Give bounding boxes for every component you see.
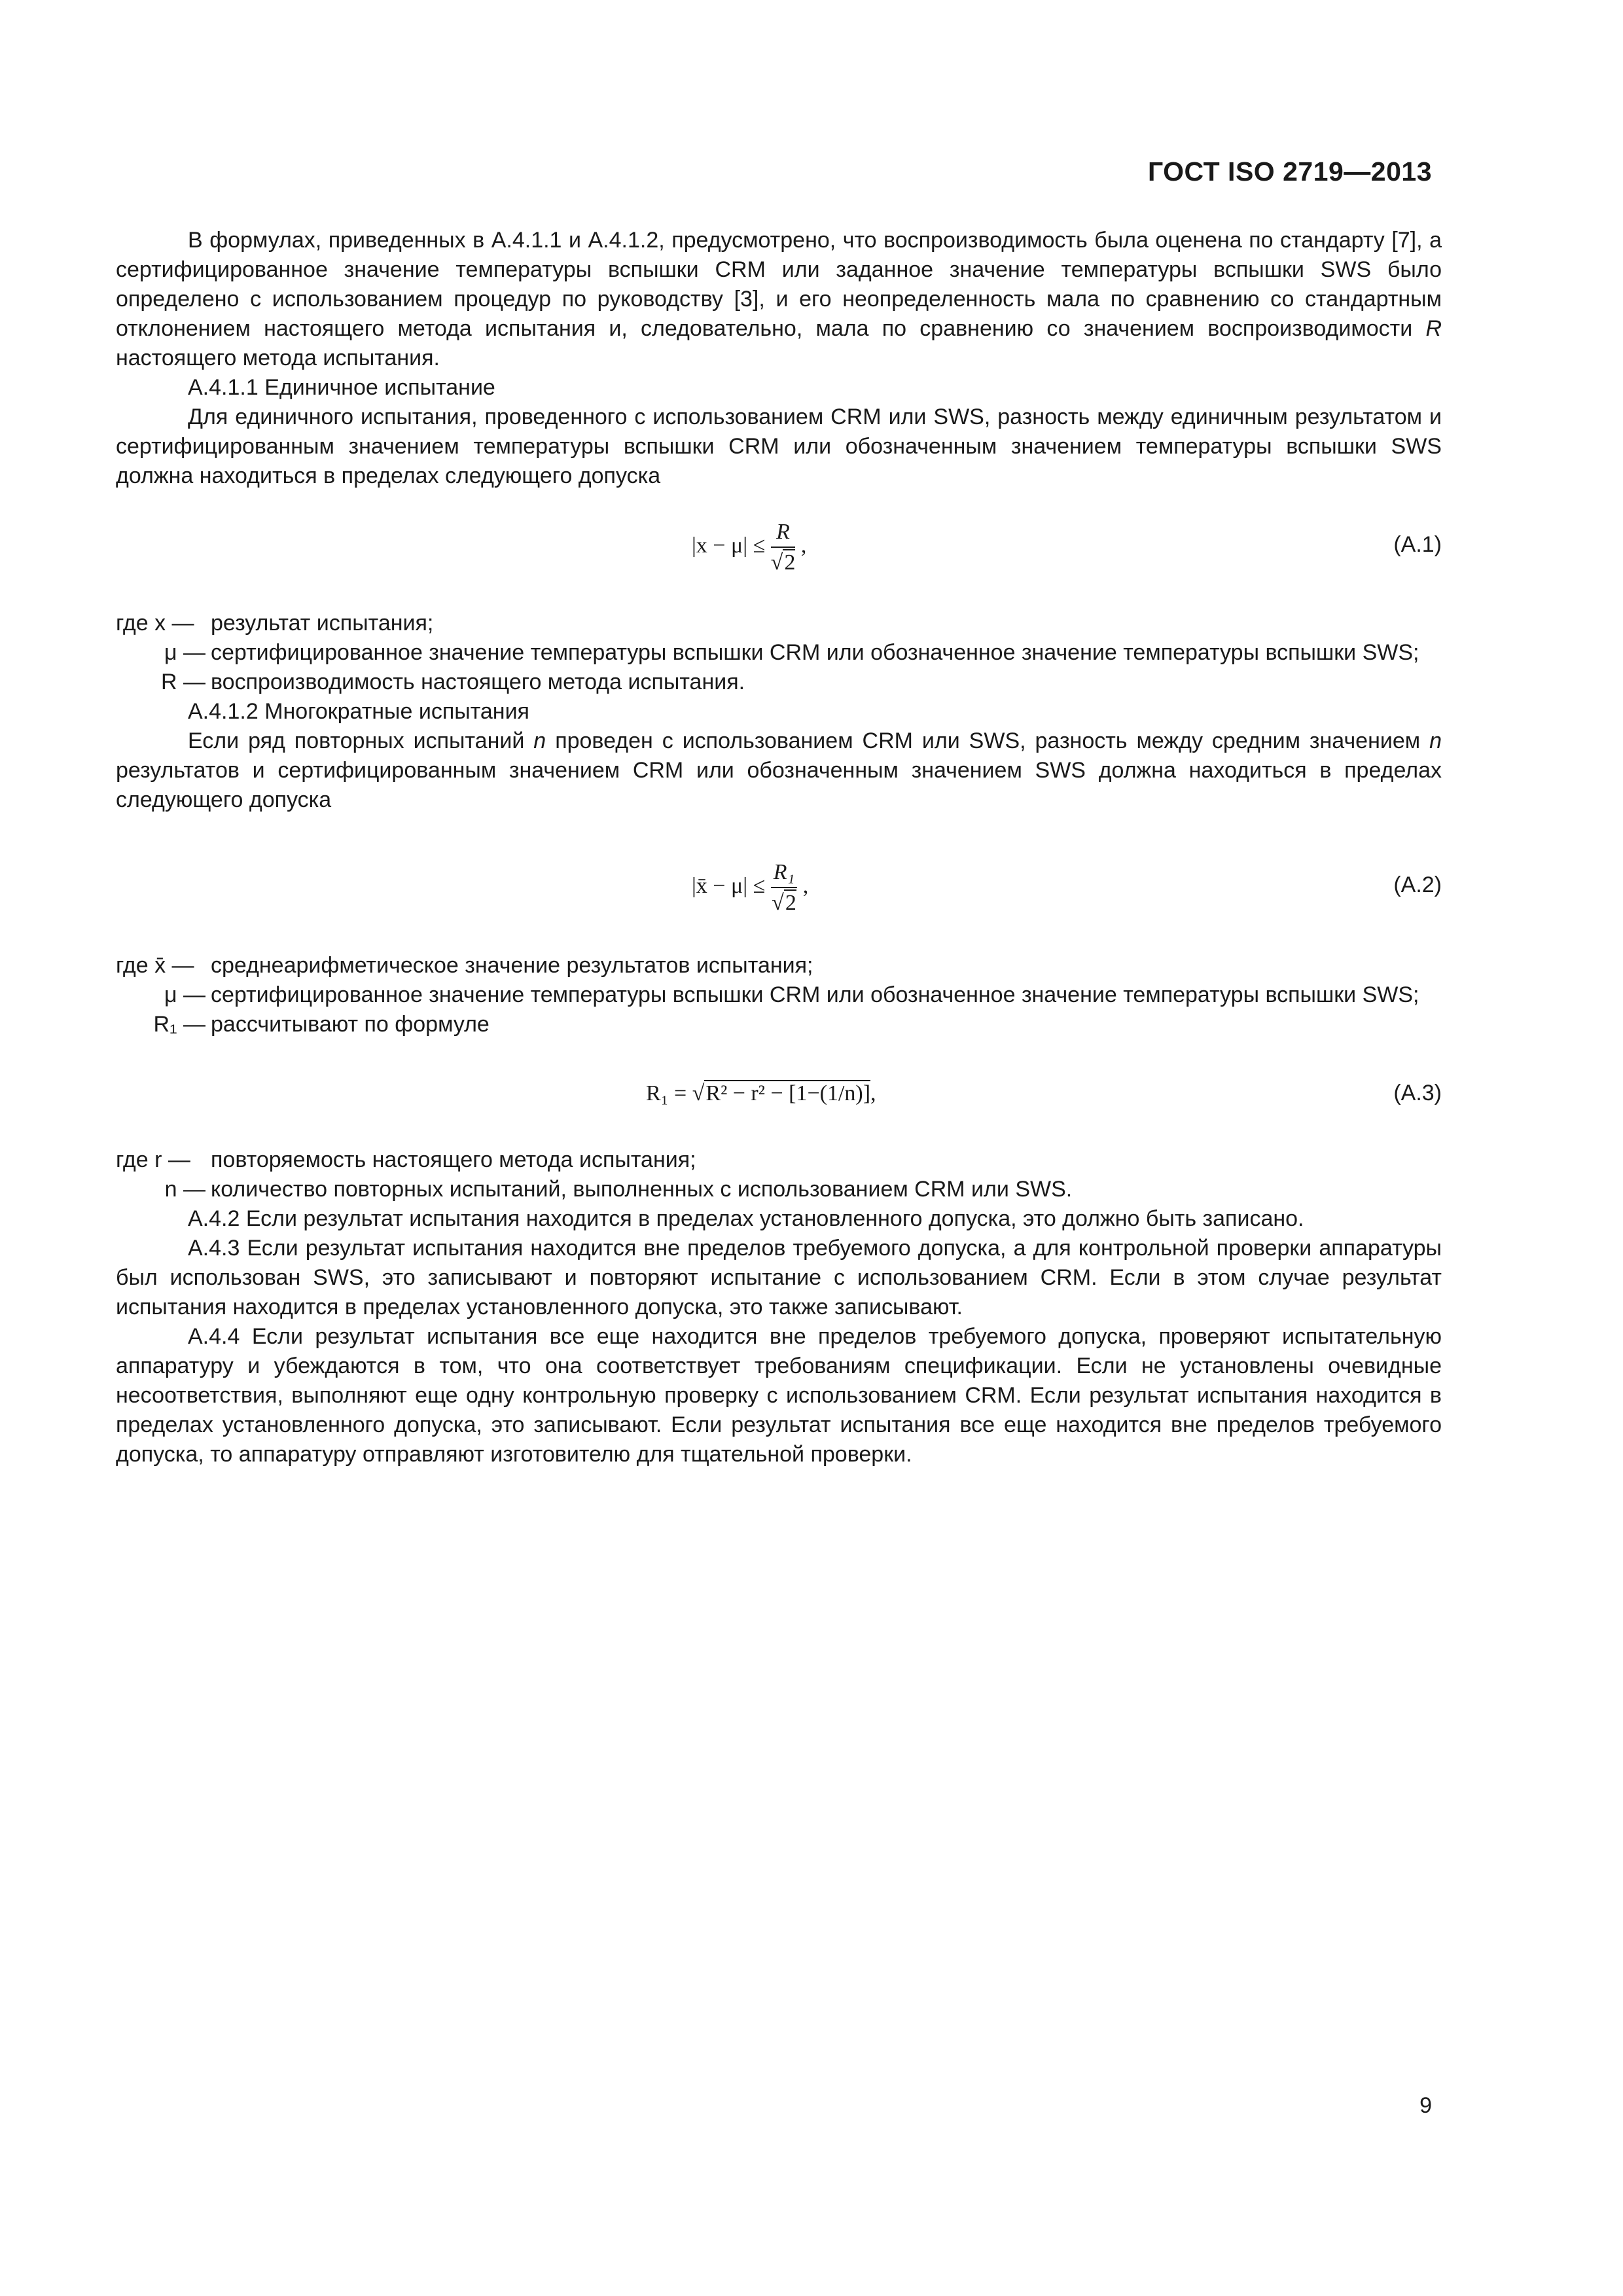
a4-1-2-n-symbol-2: n	[1429, 728, 1442, 753]
formula-a1-fraction	[771, 517, 796, 577]
a4-1-1-paragraph: Для единичного испытания, проведенного с использованием CRM или SWS, разность между единичным результатом и сертифицированным значением температуры вспышки CRM или обозначенным значением температуры вспышки SWS должна находиться в пределах следующего допуска	[116, 404, 1442, 488]
a4-3-paragraph: А.4.3 Если результат испытания находится вне пределов требуемого допуска, а для контрольной проверки аппаратуры был использован SWS, это записывают и повторяют испытание с использованием CRM. Если в этом случае результат испытания находится в пределах установленного допуска, это также записывают.	[116, 1236, 1442, 1319]
where-list-2	[116, 951, 1442, 1039]
formula-a1-label: (А.1)	[1393, 532, 1442, 557]
document-header: ГОСТ ISO 2719—2013	[1147, 156, 1432, 187]
a4-1-2-paragraph	[116, 726, 1442, 815]
where3-r-text: повторяемость настоящего метода испытания;	[211, 1147, 696, 1172]
intro-end-text: настоящего метода испытания.	[116, 346, 440, 370]
formula-a1	[116, 517, 1442, 589]
formula-a3	[116, 1079, 1442, 1124]
where1-x-row	[116, 609, 1442, 638]
intro-paragraph	[116, 226, 1442, 373]
a4-1-2-text-a: Если ряд повторных испытаний	[188, 728, 525, 753]
where1-mu-row	[116, 638, 1442, 668]
formula-a1-numerator: R	[771, 517, 796, 548]
intro-r-symbol: R	[1425, 316, 1442, 341]
formula-a1-denominator: √2	[770, 550, 796, 575]
where3-n-text: количество повторных испытаний, выполненных с использованием CRM или SWS.	[211, 1177, 1073, 1202]
where1-x-text: результат испытания;	[211, 611, 434, 636]
intro-section	[116, 226, 1442, 491]
where3-r-symbol: где r —	[116, 1147, 190, 1172]
where2-r1-row	[116, 1010, 1442, 1039]
where1-r-text: воспроизводимость настоящего метода испытания.	[211, 670, 745, 694]
formula-a2	[116, 857, 1442, 929]
where3-n-symbol: n —	[164, 1177, 205, 1202]
intro-text: В формулах, приведенных в А.4.1.1 и А.4.1.2, предусмотрено, что воспроизводимость была оценена по стандарту [7], а сертифицированное значение температуры вспышки CRM или заданное значение температуры вспышки SWS было определено с использованием процедур по руководству [3], и его неопределенность мала по сравнению со стандартным отклонением настоящего метода испытания и, следовательно, мала по сравнению со значением воспроизводимости	[116, 228, 1442, 341]
where2-mu-row	[116, 980, 1442, 1010]
page-number: 9	[1419, 2093, 1432, 2118]
where2-mu-symbol: μ —	[164, 982, 205, 1007]
formula-a2-numerator: R₁	[771, 857, 798, 888]
where1-r-row	[116, 668, 1442, 697]
a4-4-paragraph: А.4.4 Если результат испытания все еще находится вне пределов требуемого допуска, проверяют испытательную аппаратуру и убеждаются в том, что она соответствует требованиям спецификации. Если не установлены очевидные несоответствия, выполняют еще одну контрольную проверку с использованием CRM. Если результат испытания находится в пределах установленного допуска, это записывают. Если результат испытания все еще находится вне пределов требуемого допуска, то аппаратуру отправляют изготовителю для тщательной проверки.	[116, 1324, 1442, 1467]
formula-a1-expression	[692, 517, 806, 577]
where-list-1	[116, 609, 1442, 815]
a4-2-paragraph: А.4.2 Если результат испытания находится в пределах установленного допуска, это должно быть записано.	[188, 1206, 1304, 1231]
where1-x-symbol: где x —	[116, 611, 194, 636]
where2-x-row	[116, 951, 1442, 980]
formula-a2-lhs: |x̄ − μ| ≤	[692, 873, 766, 898]
formula-a2-expression	[692, 857, 808, 918]
a4-1-2-n-symbol: n	[533, 728, 546, 753]
formula-a3-label: (А.3)	[1393, 1081, 1442, 1105]
formula-a1-lhs: |x − μ| ≤	[692, 533, 766, 558]
where2-x-text: среднеарифметическое значение результатов испытания;	[211, 953, 813, 978]
where3-r-row	[116, 1145, 1442, 1175]
formula-a3-lhs: R₁ =	[646, 1081, 687, 1105]
formula-a3-expression: R₁ = √R² − r² − [1−(1/n)],	[646, 1081, 876, 1105]
where-list-3	[116, 1145, 1442, 1469]
a4-1-2-heading: А.4.1.2 Многократные испытания	[188, 699, 529, 724]
formula-a2-fraction	[771, 857, 798, 918]
formula-a1-comma: ,	[800, 533, 807, 558]
formula-a2-label: (А.2)	[1393, 872, 1442, 897]
a4-1-2-text-c: результатов и сертифицированным значением CRM или обозначенным значением SWS должна находиться в пределах следующего допуска	[116, 758, 1442, 812]
where3-n-row	[116, 1175, 1442, 1204]
formula-a3-radicand: R² − r² − [1−(1/n)]	[705, 1081, 871, 1105]
where2-x-symbol: где x̄ —	[116, 953, 194, 978]
formula-a3-comma: ,	[870, 1081, 876, 1105]
where1-mu-symbol: μ —	[164, 640, 205, 665]
where2-r1-symbol: R₁ —	[153, 1012, 205, 1037]
formula-a2-radicand: 2	[785, 891, 796, 915]
formula-a2-comma: ,	[802, 873, 809, 898]
where1-mu-text: сертифицированное значение температуры вспышки CRM или обозначенное значение температуры вспышки SWS;	[211, 640, 1419, 665]
a4-1-1-heading: А.4.1.1 Единичное испытание	[188, 375, 495, 400]
where1-r-symbol: R —	[161, 670, 205, 694]
where2-r1-text: рассчитывают по формуле	[211, 1012, 490, 1037]
a4-1-2-text-b: проведен с использованием CRM или SWS, разность между средним значением	[555, 728, 1421, 753]
where2-mu-text: сертифицированное значение температуры вспышки CRM или обозначенное значение температуры вспышки SWS;	[211, 982, 1419, 1007]
formula-a1-radicand: 2	[784, 550, 796, 575]
formula-a2-denominator: √2	[772, 891, 796, 915]
